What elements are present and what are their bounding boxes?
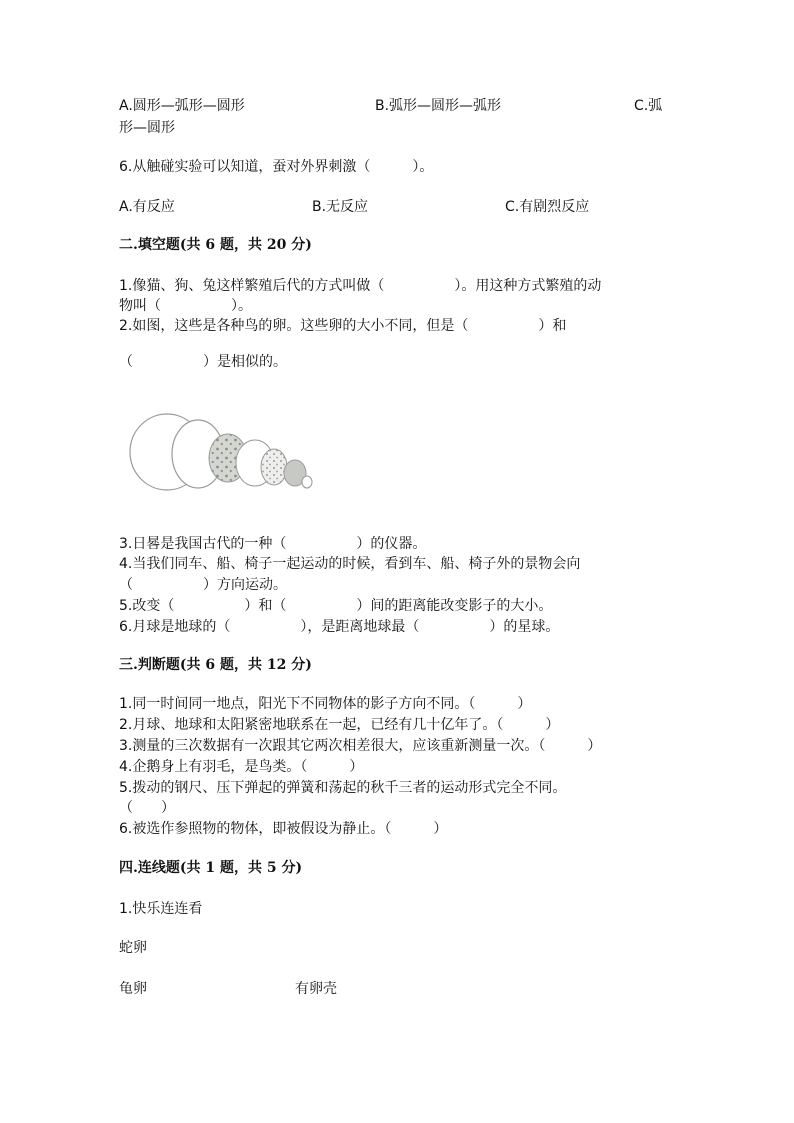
s2-line: （ ）方向运动。: [119, 577, 287, 593]
s3-line: 6.被选作参照物的物体，即被假设为静止。（ ）: [119, 821, 448, 837]
s2-line: 3.日晷是我国古代的一种（ ）的仪器。: [119, 536, 427, 552]
section4-heading: 四.连线题(共 1 题，共 5 分): [119, 860, 303, 876]
q6-option-b: B.无反应: [312, 199, 369, 215]
egg-7: [302, 476, 312, 488]
s2-line: （ ）是相似的。: [119, 354, 287, 370]
q5-option-a: A.圆形—弧形—圆形: [119, 98, 245, 114]
q6-option-a: A.有反应: [119, 199, 175, 215]
q6-stem: 6.从触碰实验可以知道，蚕对外界刺激（ ）。: [119, 159, 434, 175]
q5-option-c-wrap: 形—圆形: [119, 120, 175, 136]
bird-eggs-illustration: [125, 410, 325, 500]
section3-heading: 三.判断题(共 6 题，共 12 分): [119, 657, 312, 673]
s3-line: 3.测量的三次数据有一次跟其它两次相差很大，应该重新测量一次。（ ）: [119, 738, 602, 754]
s2-line: 2.如图，这些是各种鸟的卵。这些卵的大小不同，但是（ ）和: [119, 318, 567, 334]
section2-heading: 二.填空题(共 6 题，共 20 分): [119, 237, 312, 253]
match-left-item: 龟卵: [119, 981, 147, 997]
s2-line: 物叫（ ）。: [119, 298, 252, 314]
s3-line: 5.拨动的钢尺、压下弹起的弹簧和荡起的秋千三者的运动形式完全不同。: [119, 780, 567, 796]
s2-line: 5.改变（ ）和（ ）间的距离能改变影子的大小。: [119, 598, 553, 614]
s2-line: 1.像猫、狗、兔这样繁殖后代的方式叫做（ ）。用这种方式繁殖的动: [119, 278, 602, 294]
match-left-item: 蛇卵: [119, 940, 147, 956]
s3-line: 1.同一时间同一地点，阳光下不同物体的影子方向不同。（ ）: [119, 696, 532, 712]
s2-line: 6.月球是地球的（ ），是距离地球最（ ）的星球。: [119, 619, 560, 635]
s3-line: 2.月球、地球和太阳紧密地联系在一起，已经有几十亿年了。（ ）: [119, 717, 560, 733]
s3-line: 4.企鹅身上有羽毛，是鸟类。（ ）: [119, 759, 364, 775]
s2-line: 4.当我们同车、船、椅子一起运动的时候，看到车、船、椅子外的景物会向: [119, 556, 581, 572]
q6-option-c: C.有剧烈反应: [505, 199, 590, 215]
q5-option-b: B.弧形—圆形—弧形: [375, 98, 502, 114]
egg-5: [261, 449, 287, 485]
s3-line: （ ）: [119, 800, 175, 816]
match-right-item: 有卵壳: [295, 981, 337, 997]
q5-option-c: C.弧: [634, 98, 663, 114]
s4-question: 1.快乐连连看: [119, 901, 203, 917]
